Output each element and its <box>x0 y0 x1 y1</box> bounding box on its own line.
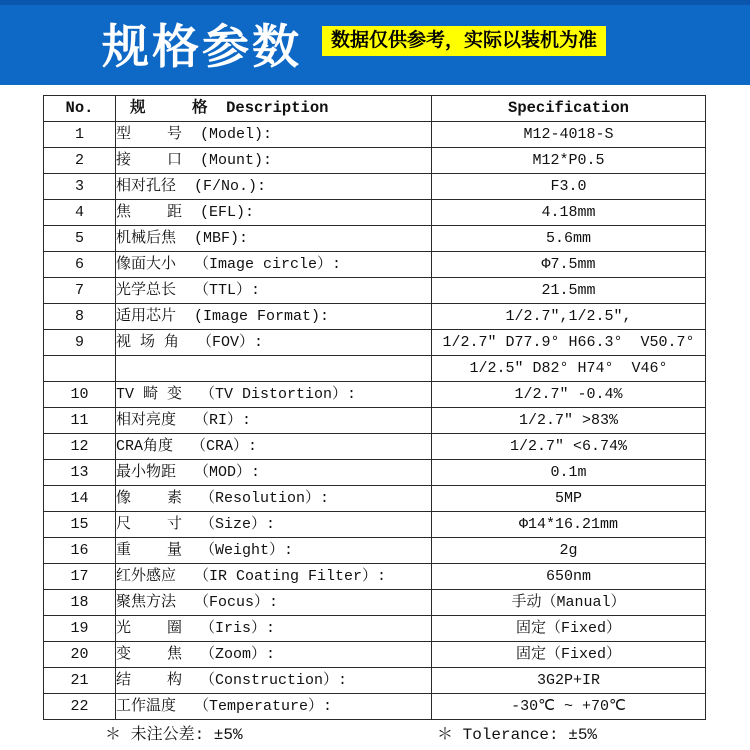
table-row <box>44 408 706 434</box>
row-description-cell: TV 畸 变 （TV Distortion）: <box>116 382 432 408</box>
row-description-cell: 工作温度 （Temperature）: <box>116 694 432 720</box>
table-row <box>44 252 706 278</box>
table-row <box>44 486 706 512</box>
header-row <box>44 96 706 122</box>
row-specification-cell: 5MP <box>432 486 706 512</box>
row-number-cell: 12 <box>44 434 116 460</box>
table-row <box>44 200 706 226</box>
row-specification-cell: 21.5mm <box>432 278 706 304</box>
row-number-cell: 9 <box>44 330 116 356</box>
column-header-specification: Specification <box>432 96 706 122</box>
row-specification-cell: 3G2P+IR <box>432 668 706 694</box>
row-number-cell: 18 <box>44 590 116 616</box>
row-number-cell: 8 <box>44 304 116 330</box>
row-specification-cell: 1/2.7″ <6.74% <box>432 434 706 460</box>
row-number-cell: 15 <box>44 512 116 538</box>
table-row <box>44 564 706 590</box>
table-row <box>44 330 706 356</box>
column-header-description: 规 格 Description <box>116 96 432 122</box>
row-specification-cell: 650nm <box>432 564 706 590</box>
row-description-cell: 适用芯片 (Image Format): <box>116 304 432 330</box>
row-description-cell: 最小物距 （MOD）: <box>116 460 432 486</box>
row-number-cell <box>44 356 116 382</box>
row-specification-cell: 5.6mm <box>432 226 706 252</box>
row-specification-cell: 固定（Fixed） <box>432 642 706 668</box>
row-description-cell: CRA角度 （CRA）: <box>116 434 432 460</box>
row-number-cell: 22 <box>44 694 116 720</box>
table-row <box>44 642 706 668</box>
column-header-no: No. <box>44 96 116 122</box>
row-description-cell: 聚焦方法 （Focus）: <box>116 590 432 616</box>
row-number-cell: 6 <box>44 252 116 278</box>
row-specification-cell: 0.1m <box>432 460 706 486</box>
table-row <box>44 226 706 252</box>
row-description-cell <box>116 356 432 382</box>
row-number-cell: 1 <box>44 122 116 148</box>
tolerance-note-cn: ＊ 未注公差: ±5% <box>105 726 243 744</box>
row-specification-cell: 固定（Fixed） <box>432 616 706 642</box>
table-row <box>44 460 706 486</box>
row-number-cell: 10 <box>44 382 116 408</box>
row-description-cell: 相对亮度 （RI）: <box>116 408 432 434</box>
row-description-cell: 型 号 (Model): <box>116 122 432 148</box>
spec-table <box>43 95 706 720</box>
row-specification-cell: 4.18mm <box>432 200 706 226</box>
row-specification-cell: 1/2.7″ -0.4% <box>432 382 706 408</box>
table-row <box>44 148 706 174</box>
row-number-cell: 7 <box>44 278 116 304</box>
row-description-cell: 光 圈 （Iris）: <box>116 616 432 642</box>
table-row <box>44 590 706 616</box>
table-row <box>44 278 706 304</box>
row-description-cell: 焦 距 (EFL): <box>116 200 432 226</box>
row-specification-cell: M12-4018-S <box>432 122 706 148</box>
row-number-cell: 19 <box>44 616 116 642</box>
row-description-cell: 视 场 角 （FOV）: <box>116 330 432 356</box>
table-row <box>44 304 706 330</box>
row-description-cell: 变 焦 （Zoom）: <box>116 642 432 668</box>
row-number-cell: 20 <box>44 642 116 668</box>
row-number-cell: 3 <box>44 174 116 200</box>
table-row <box>44 434 706 460</box>
row-number-cell: 17 <box>44 564 116 590</box>
row-description-cell: 光学总长 （TTL）: <box>116 278 432 304</box>
row-number-cell: 13 <box>44 460 116 486</box>
row-description-cell: 接 口 (Mount): <box>116 148 432 174</box>
row-specification-cell: 1/2.5″ D82° H74° V46° <box>432 356 706 382</box>
table-row <box>44 694 706 720</box>
table-row <box>44 382 706 408</box>
table-row <box>44 174 706 200</box>
table-row <box>44 122 706 148</box>
row-specification-cell: M12*P0.5 <box>432 148 706 174</box>
row-specification-cell: 2g <box>432 538 706 564</box>
row-number-cell: 2 <box>44 148 116 174</box>
row-number-cell: 21 <box>44 668 116 694</box>
footnotes <box>0 721 750 745</box>
row-specification-cell: Φ14*16.21mm <box>432 512 706 538</box>
row-number-cell: 11 <box>44 408 116 434</box>
table-row <box>44 512 706 538</box>
row-specification-cell: 1/2.7″ D77.9° H66.3° V50.7° <box>432 330 706 356</box>
row-description-cell: 红外感应 （IR Coating Filter）: <box>116 564 432 590</box>
spec-table-body <box>44 122 706 720</box>
row-number-cell: 16 <box>44 538 116 564</box>
header-banner <box>0 0 750 85</box>
row-specification-cell: 手动（Manual） <box>432 590 706 616</box>
row-description-cell: 重 量 （Weight）: <box>116 538 432 564</box>
row-description-cell: 结 构 （Construction）: <box>116 668 432 694</box>
row-number-cell: 14 <box>44 486 116 512</box>
row-description-cell: 像 素 （Resolution）: <box>116 486 432 512</box>
table-row <box>44 538 706 564</box>
row-number-cell: 5 <box>44 226 116 252</box>
row-description-cell: 相对孔径 (F/No.): <box>116 174 432 200</box>
row-specification-cell: -30℃ ~ +70℃ <box>432 694 706 720</box>
table-row <box>44 616 706 642</box>
row-description-cell: 机械后焦 (MBF): <box>116 226 432 252</box>
row-description-cell: 像面大小 （Image circle）: <box>116 252 432 278</box>
tolerance-note-en: ＊ Tolerance: ±5% <box>437 726 598 744</box>
row-specification-cell: F3.0 <box>432 174 706 200</box>
table-row <box>44 356 706 382</box>
table-row <box>44 668 706 694</box>
row-specification-cell: Φ7.5mm <box>432 252 706 278</box>
row-specification-cell: 1/2.7″ >83% <box>432 408 706 434</box>
spec-table-header <box>44 96 706 122</box>
row-specification-cell: 1/2.7″,1/2.5″, <box>432 304 706 330</box>
disclaimer-badge: 数据仅供参考，实际以装机为准 <box>322 26 606 56</box>
page-title: 规格参数 <box>102 20 302 73</box>
banner-top-strip <box>0 0 750 5</box>
row-number-cell: 4 <box>44 200 116 226</box>
row-description-cell: 尺 寸 （Size）: <box>116 512 432 538</box>
